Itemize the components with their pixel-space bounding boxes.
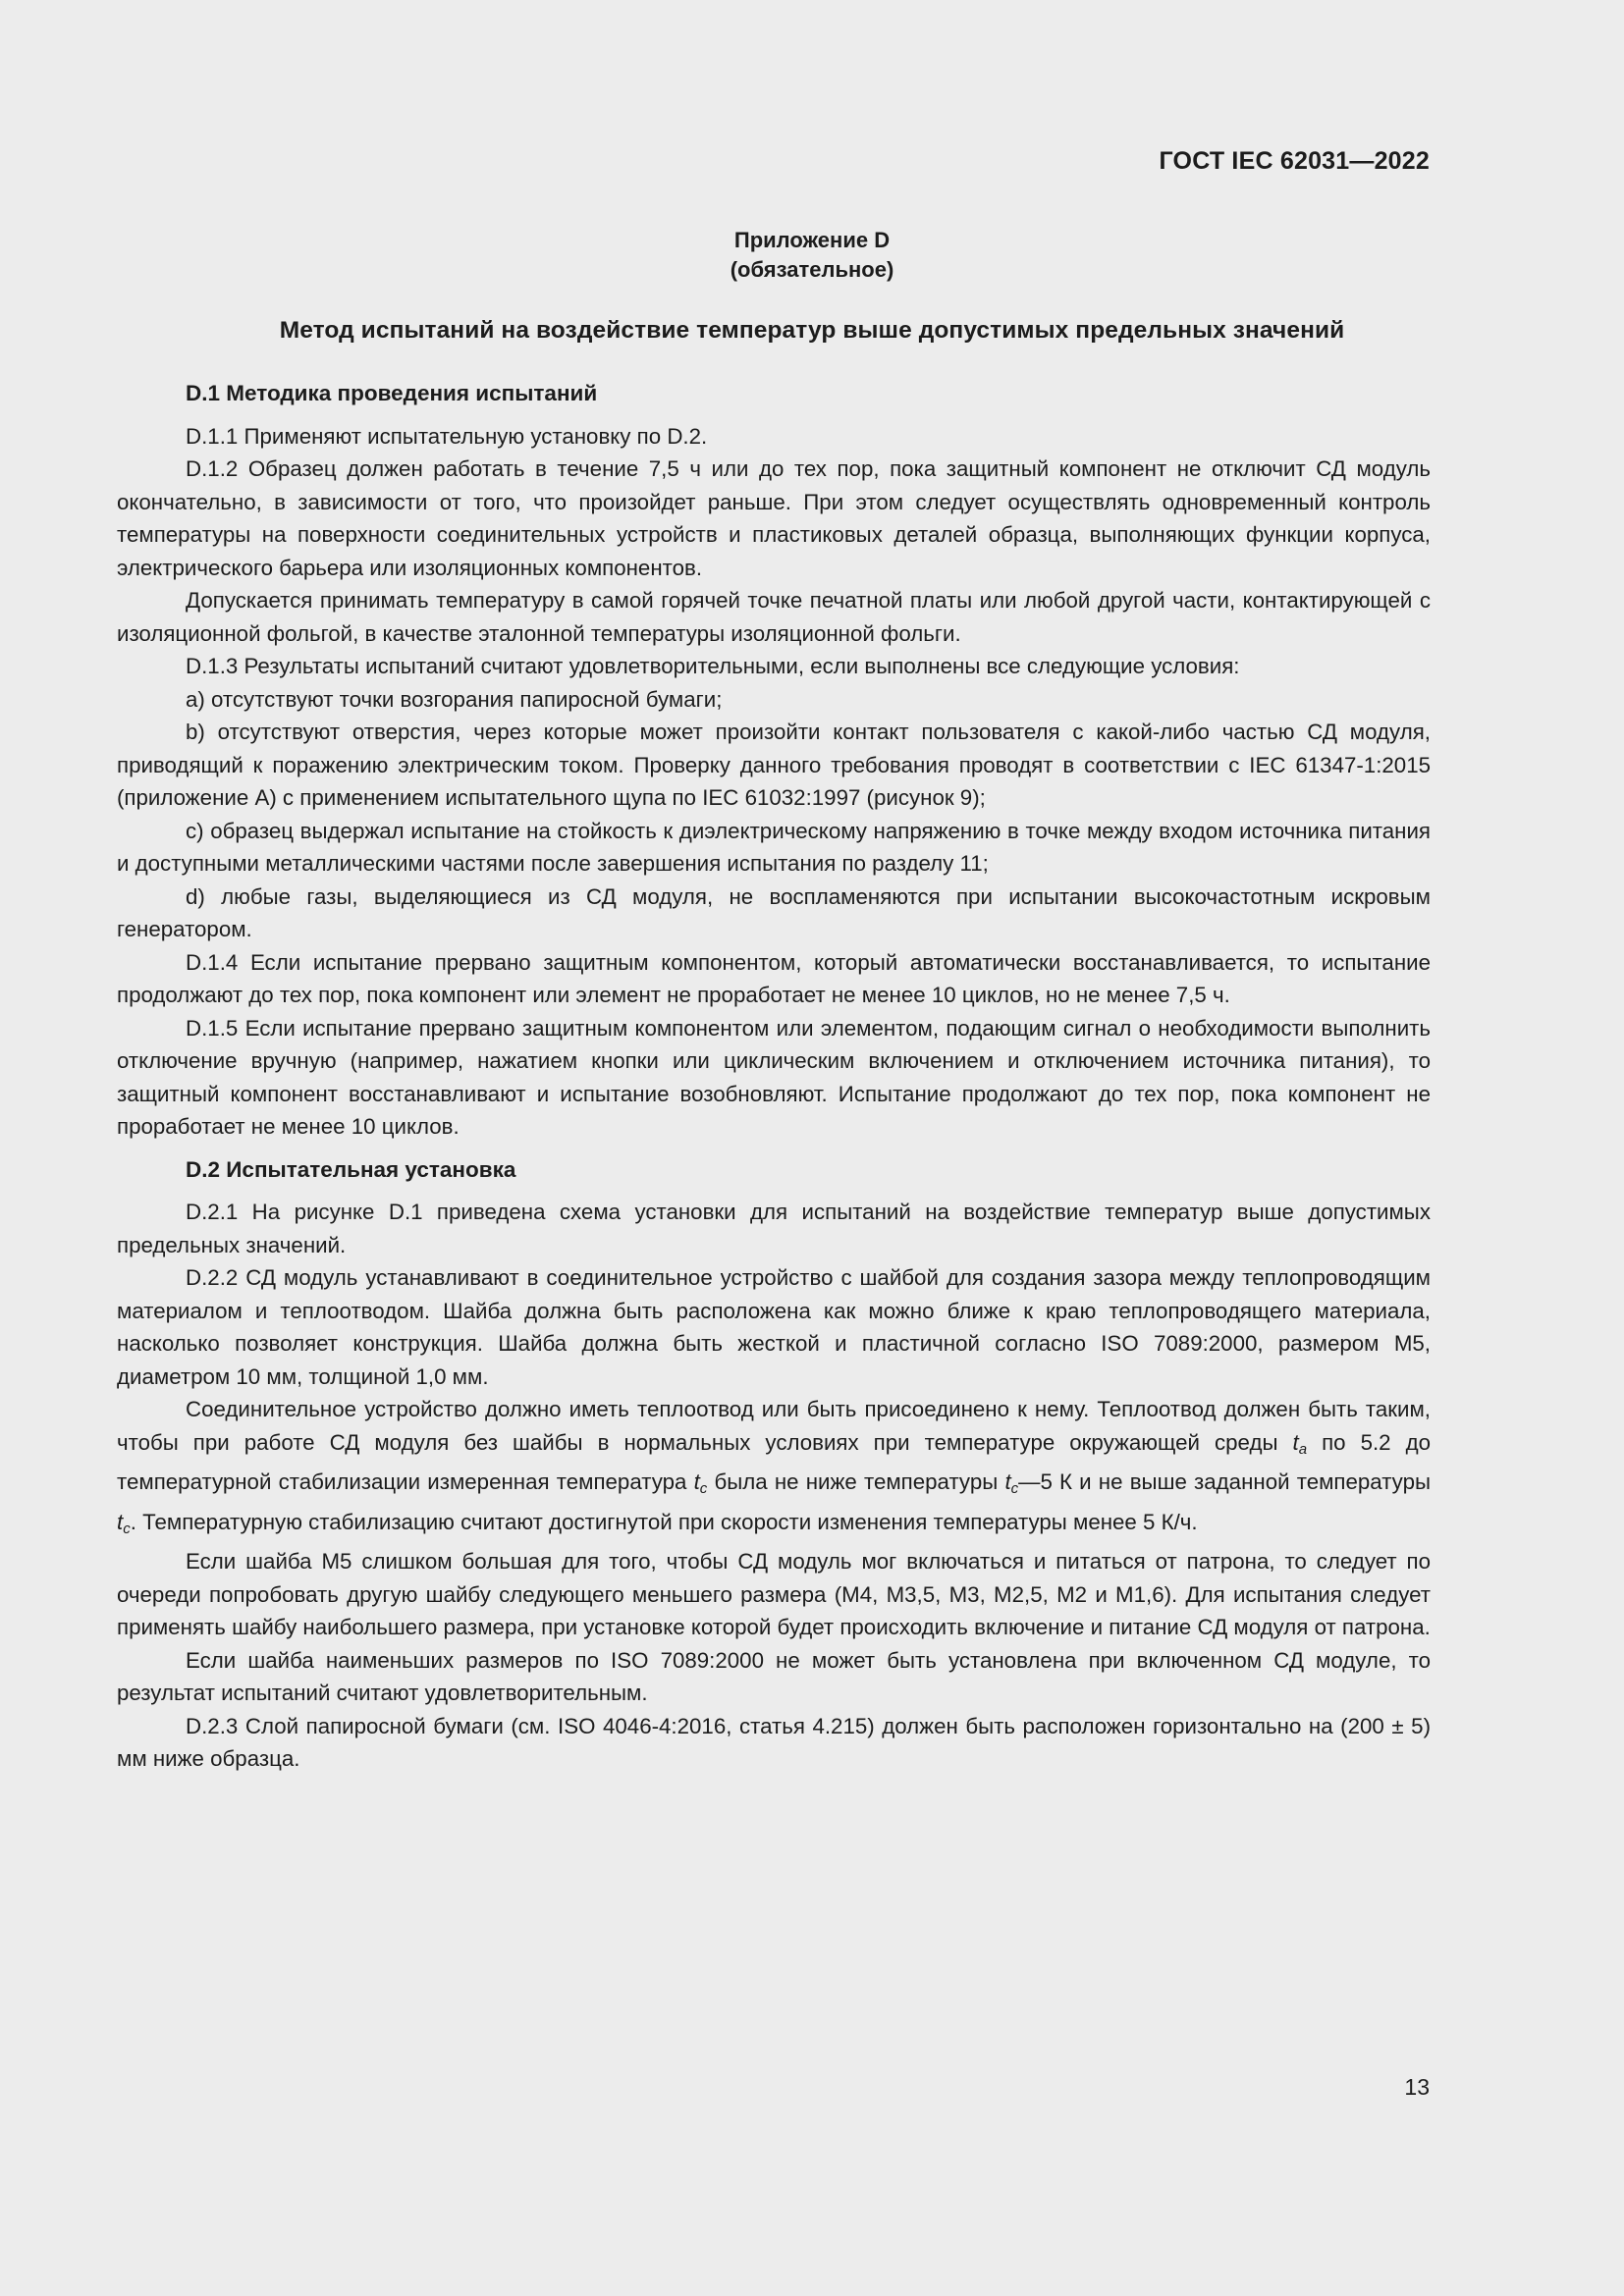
paragraph-d23: D.2.3 Слой папиросной бумаги (см. ISO 4046-4:2016, статья 4.215) должен быть расположен горизонтально на (200 ± 5) мм ниже образца. — [117, 1713, 1431, 1771]
annex-heading — [0, 226, 1624, 285]
paragraph-d12: D.1.2 Образец должен работать в течение 7,5 ч или до тех пор, пока защитный компонент не отключит СД модуль окончательно, в зависимости от того, что произойдет раньше. При этом следует осуществлять одновременный контроль температуры на поверхности соединительных устройств и пластиковых деталей образца, выполняющих функции корпуса, электрического барьера или изоляционных компонентов. — [117, 456, 1431, 580]
annex-status: (обязательное) — [730, 257, 894, 282]
section-heading-d1: D.1 Методика проведения испытаний — [186, 381, 598, 405]
list-item-a: a) отсутствуют точки возгорания папиросной бумаги; — [186, 686, 723, 712]
paragraph-d13: D.1.3 Результаты испытаний считают удовлетворительными, если выполнены все следующие условия: — [186, 654, 1240, 678]
paragraph-d11: D.1.1 Применяют испытательную установку по D.2. — [186, 423, 708, 449]
section-heading-d2: D.2 Испытательная установка — [186, 1156, 516, 1182]
paragraph-d22: D.2.2 СД модуль устанавливают в соединительное устройство с шайбой для создания зазора между теплопроводящим материалом и теплоотводом. Шайба должна быть расположена как можно ближе к краю теплопроводящего материала, насколько позволяет конструкция. Шайба должна быть жесткой и пластичной согласно ISO 7089:2000, размером М5, диаметром 10 мм, толщиной 1,0 мм. — [117, 1265, 1431, 1389]
standard-designation: ГОСТ IEC 62031—2022 — [1159, 147, 1430, 175]
list-item-d: d) любые газы, выделяющиеся из СД модуля, не воспламеняются при испытании высокочастотным искровым генератором. — [117, 883, 1431, 941]
paragraph-washer-size: Если шайба М5 слишком большая для того, чтобы СД модуль мог включаться и питаться от патрона, то следует по очереди попробовать другую шайбу следующего меньшего размера (М4, М3,5, М3, М2,5, М2 и М1,6). Для испытания следует применять шайбу наибольшего размера, при установке которой будет происходить включение и питание СД модуля от патрона. — [117, 1549, 1431, 1639]
document-body — [117, 377, 1431, 1776]
paragraph-d15: D.1.5 Если испытание прервано защитным компонентом или элементом, подающим сигнал о необходимости выполнить отключение вручную (например, нажатием кнопки или циклическим включением и отключением источника питания), то защитный компонент восстанавливают и испытание возобновляют. Испытание продолжают до тех пор, пока компонент не проработает не менее 10 циклов. — [117, 1015, 1431, 1139]
list-item-c: c) образец выдержал испытание на стойкость к диэлектрическому напряжению в точке между входом источника питания и доступными металлическими частями после завершения испытания по разделу 11; — [117, 818, 1431, 876]
paragraph-heatsink: Соединительное устройство должно иметь теплоотвод или быть присоединено к нему. Теплоотвод должен быть таким, чтобы при работе СД модуля без шайбы в нормальных условиях при температуре окружающей среды $t_a$ по 5.2 до температурной стабилизации измеренная температура $t_c$ была не ниже температуры $t_c—5$ К и не выше заданной температуры $t_c$. Температурную стабилизацию считают достигнутой при скорости изменения температуры менее 5 К/ч. — [117, 1397, 1432, 1537]
paragraph-d14: D.1.4 Если испытание прервано защитным компонентом, который автоматически восстанавливается, то испытание продолжают до тех пор, пока компонент или элемент не проработает не менее 10 циклов, но не менее 7,5 ч. — [117, 949, 1431, 1007]
paragraph-washer-min: Если шайба наименьших размеров по ISO 7089:2000 не может быть установлена при включенном СД модуле, то результат испытаний считают удовлетворительным. — [117, 1647, 1431, 1705]
paragraph-d21: D.2.1 На рисунке D.1 приведена схема установки для испытаний на воздействие температур выше допустимых предельных значений. — [117, 1200, 1431, 1257]
paragraph-d12-note: Допускается принимать температуру в самой горячей точке печатной платы или любой другой части, контактирующей с изоляционной фольгой, в качестве эталонной температуры изоляционной фольги. — [117, 588, 1431, 646]
page-number: 13 — [1404, 2074, 1430, 2100]
annex-label: Приложение D — [733, 228, 891, 252]
list-item-b: b) отсутствуют отверстия, через которые может произойти контакт пользователя с какой-либо частью СД модуля, приводящий к поражению электрическим током. Проверку данного требования проводят в соответствии с IEC 61347-1:2015 (приложение А) с применением испытательного щупа по IEC 61032:1997 (рисунок 9); — [117, 720, 1431, 810]
annex-title: Метод испытаний на воздействие температур выше допустимых предельных значений — [279, 317, 1345, 344]
